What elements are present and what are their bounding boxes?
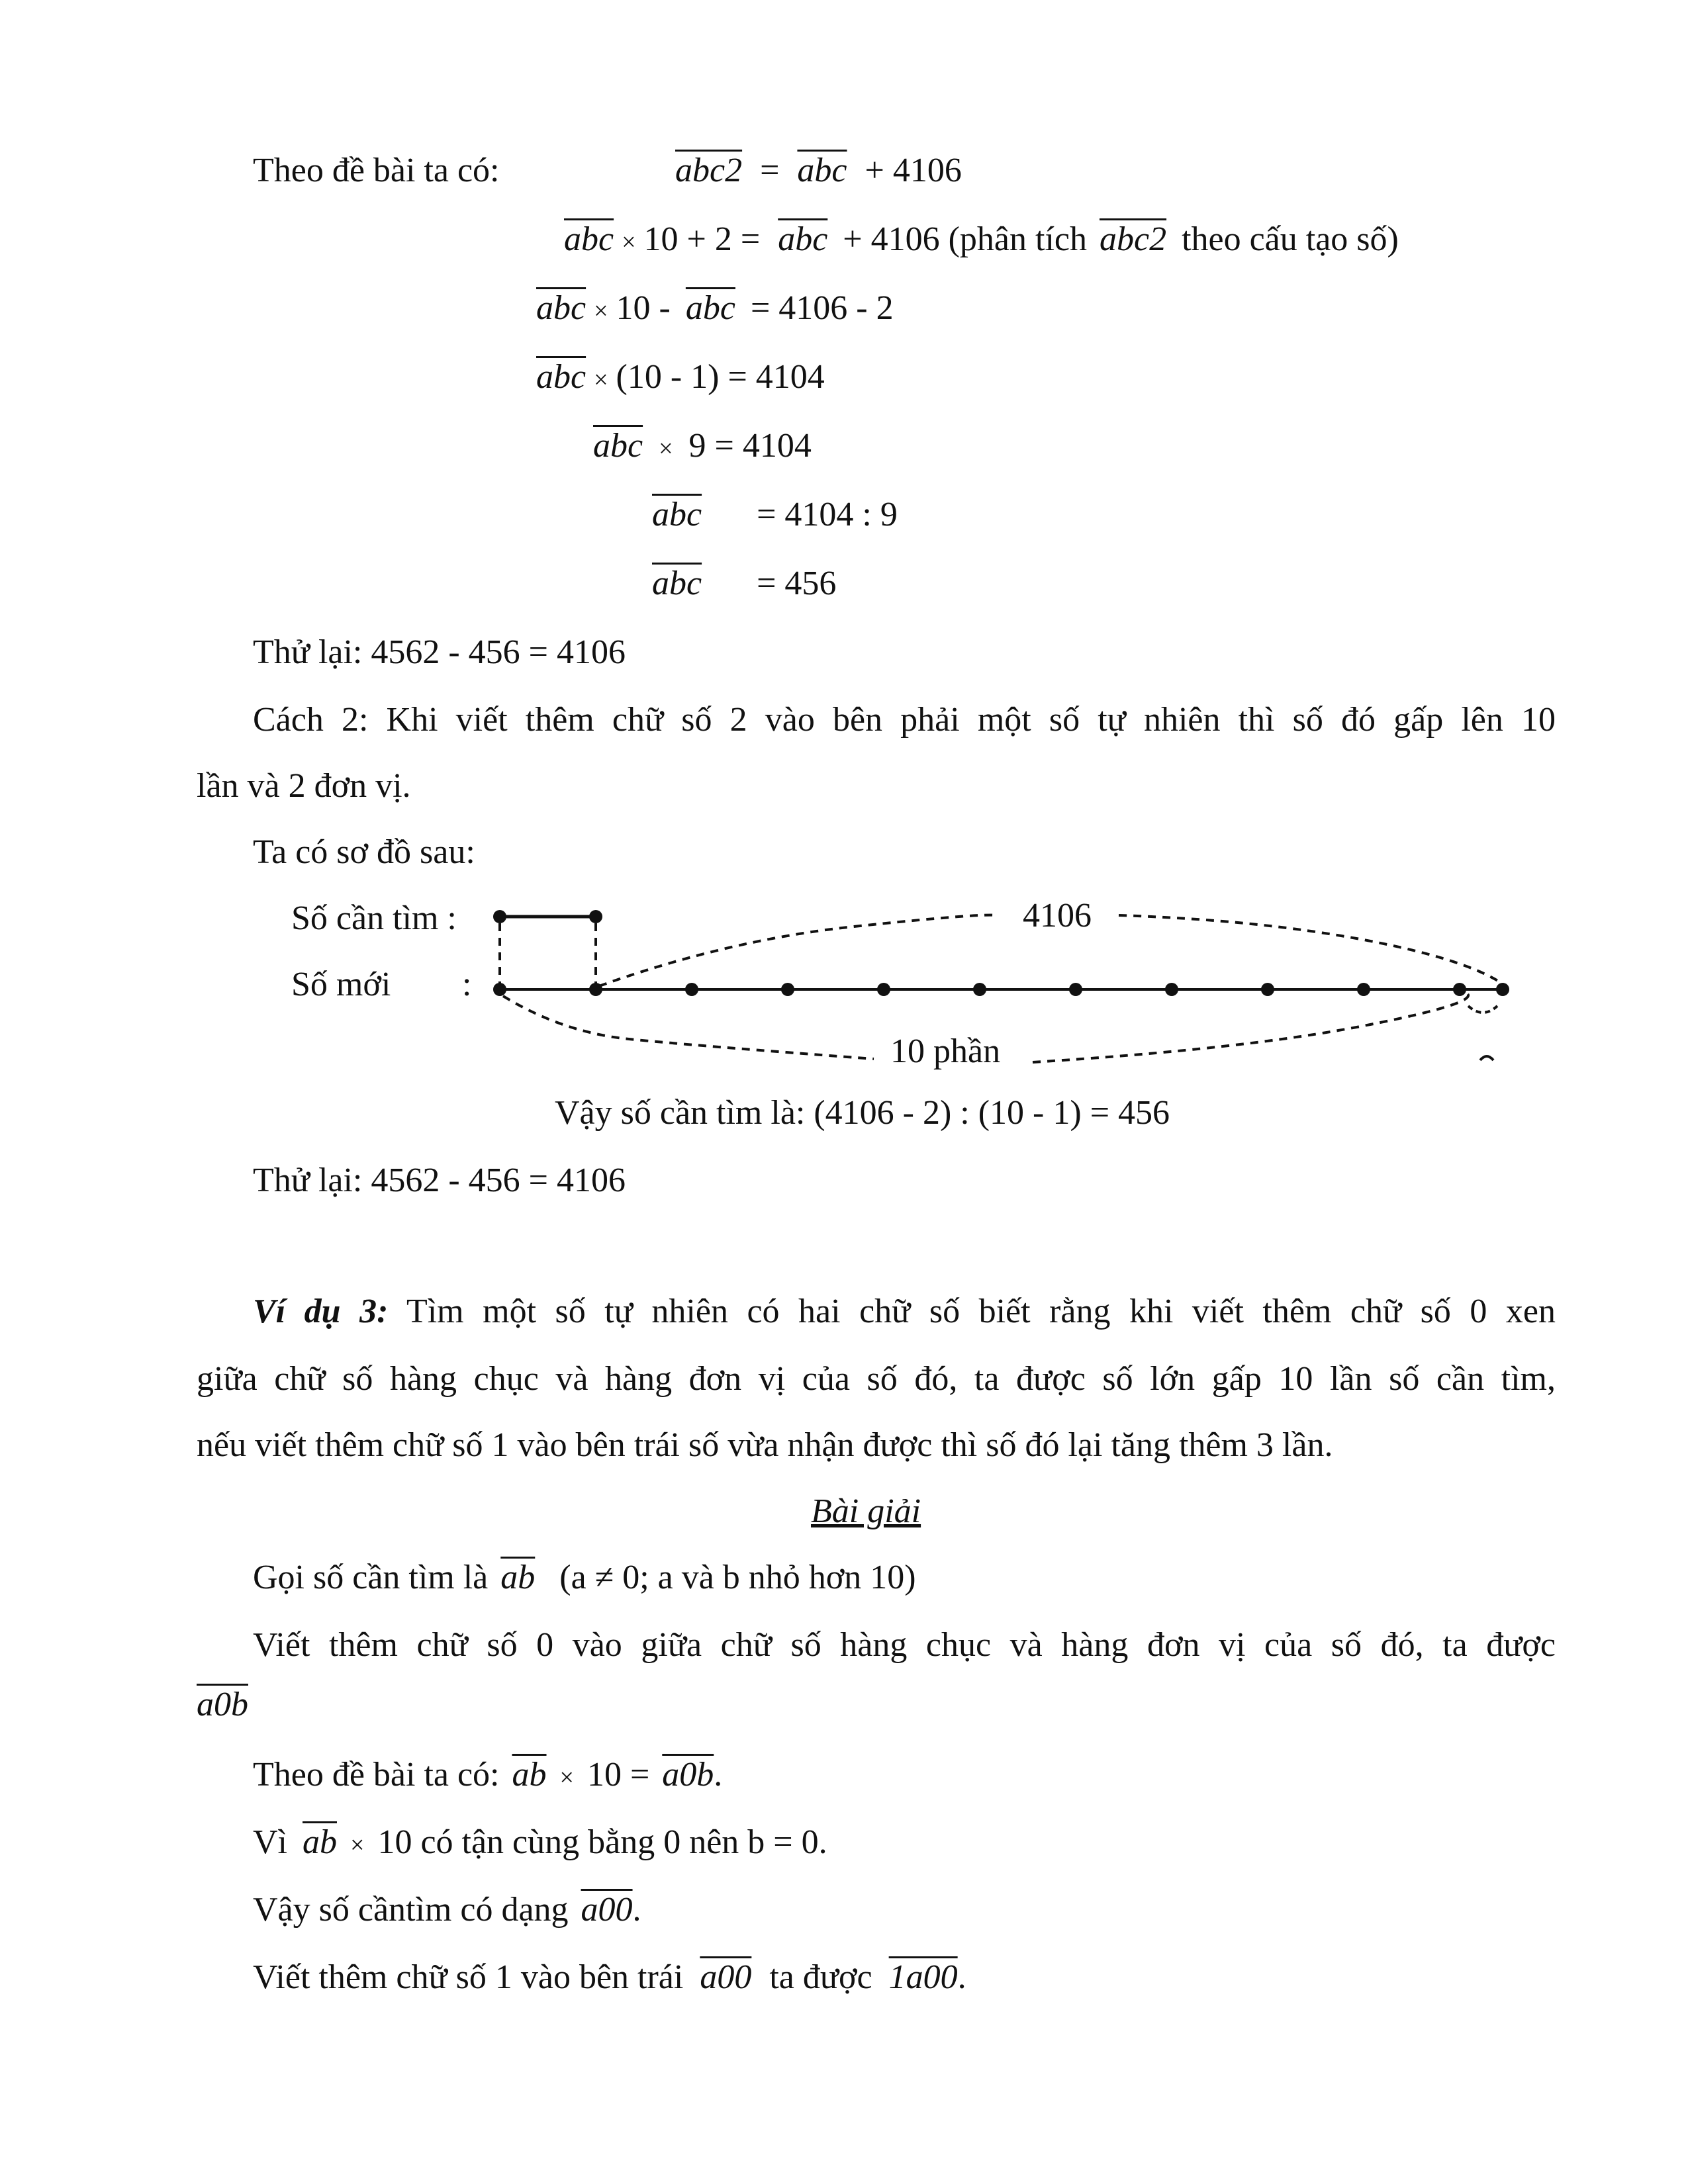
overline-1a00: 1a00 bbox=[888, 1958, 958, 1996]
s1-l4-rest: (10 - 1) = 4104 bbox=[616, 358, 825, 396]
ex3-sol-line-4 bbox=[253, 1821, 827, 1866]
s1-check: Thử lại: 4562 - 456 = 4106 bbox=[253, 633, 626, 671]
ex3-line-1 bbox=[253, 1291, 1556, 1333]
s1-l5-rest: 9 = 4104 bbox=[688, 427, 812, 465]
ex3-l6-mid: ta được bbox=[769, 1958, 872, 1996]
overline-ab: $\overline{ab}$ bbox=[512, 1756, 547, 1794]
s2-paragraph-line-1: Cách 2: Khi viết thêm chữ số 2 vào bên phải một số tự nhiên thì số đó gấp lên 10 bbox=[253, 701, 1556, 739]
diagram-top-brace-right bbox=[1119, 915, 1506, 986]
diagram-dot bbox=[685, 983, 698, 996]
ex3-l4-lead: Vì bbox=[253, 1823, 287, 1861]
overline-abc: $\overline{abc}$ bbox=[536, 358, 586, 396]
s1-line-4 bbox=[536, 356, 825, 401]
period: . bbox=[714, 1756, 723, 1794]
ex3-l4-rest: 10 có tận cùng bằng 0 nên b = 0. bbox=[377, 1823, 827, 1861]
diagram-label-so-can-tim: Số cần tìm : bbox=[291, 899, 457, 937]
overline-abc: $\overline{abc}$ bbox=[685, 289, 735, 327]
ex3-sol-line-5 bbox=[253, 1889, 641, 1931]
ex3-line-3: nếu viết thêm chữ số 1 vào bên trái số vừa nhận được thì số đó lại tăng thêm 3 lần. bbox=[197, 1426, 1333, 1464]
s1-l3-mid: 10 - bbox=[616, 289, 671, 327]
ex3-line-2: giữa chữ số hàng chục và hàng đơn vị của số đó, ta được số lớn gấp 10 lần số cần tìm, bbox=[197, 1360, 1556, 1398]
s2-intro: Ta có sơ đồ sau: bbox=[253, 833, 475, 871]
overline-abc2: abc2 bbox=[675, 152, 743, 189]
diagram-label-colon: : bbox=[462, 966, 472, 1003]
s1-l2-mid: 10 + 2 = bbox=[643, 220, 761, 258]
diagram-top-value: 4106 bbox=[1023, 897, 1092, 934]
diagram-dot bbox=[1357, 983, 1370, 996]
ex3-l1-rest: (a ≠ 0; a và b nhỏ hơn 10) bbox=[559, 1559, 916, 1596]
diagram-bottom-brace-right bbox=[1033, 993, 1468, 1062]
ex3-l6-lead: Viết thêm chữ số 1 vào bên trái bbox=[253, 1958, 684, 1996]
s1-l6-rest: = 4104 : 9 bbox=[757, 496, 898, 533]
diagram-dot bbox=[493, 983, 506, 996]
overline-abc: $\overline{abc}$ bbox=[593, 427, 643, 465]
s1-l2-rest: + 4106 (phân tích bbox=[843, 220, 1087, 258]
overline-abc: $\overline{abc}$ bbox=[536, 289, 586, 327]
diagram-dot bbox=[781, 983, 794, 996]
diagram-small-dot-start bbox=[493, 910, 506, 923]
diagram-small-dot-end bbox=[589, 910, 602, 923]
ex3-sol-line-2b bbox=[197, 1684, 248, 1726]
times-sign: × bbox=[622, 228, 636, 256]
diagram-dot bbox=[973, 983, 986, 996]
overline-abc: $\overline{abc}$ bbox=[778, 220, 828, 258]
s2-result: Vậy số cần tìm là: (4106 - 2) : (10 - 1) = 456 bbox=[555, 1094, 1170, 1132]
diagram-bottom-brace-left bbox=[503, 996, 874, 1059]
diagram-dot-end bbox=[1496, 983, 1509, 996]
overline-abc: $\overline{abc}$ bbox=[797, 152, 847, 189]
s1-line-1-eq bbox=[675, 150, 962, 192]
ex3-sol-line-6 bbox=[253, 1956, 966, 1999]
s1-line-6 bbox=[652, 494, 898, 536]
s1-l1-rest: + 4106 bbox=[865, 152, 962, 189]
s1-l1-lead: Theo đề bài ta có: bbox=[253, 152, 500, 189]
s2-paragraph-line-2: lần và 2 đơn vị. bbox=[197, 767, 411, 805]
diagram-dot bbox=[1165, 983, 1178, 996]
diagram-dot bbox=[589, 983, 602, 996]
ex3-sol-line-2: Viết thêm chữ số 0 vào giữa chữ số hàng chục và hàng đơn vị của số đó, ta được bbox=[253, 1626, 1556, 1664]
s1-line-5 bbox=[593, 425, 812, 470]
overline-a0b: a0b bbox=[662, 1756, 714, 1794]
s1-line-7 bbox=[652, 563, 836, 605]
s2-check: Thử lại: 4562 - 456 = 4106 bbox=[253, 1161, 626, 1199]
ex3-l5-lead: Vậy số cầntìm có dạng bbox=[253, 1891, 569, 1929]
diagram-top-brace-left bbox=[599, 915, 996, 986]
ex3-l3-lead: Theo đề bài ta có: bbox=[253, 1756, 500, 1794]
ex3-title: Bài giải bbox=[811, 1492, 921, 1530]
times-sign: × bbox=[659, 435, 673, 463]
s1-l7-rest: = 456 bbox=[757, 565, 837, 602]
overline-abc: $\overline{abc}$ bbox=[652, 565, 702, 602]
times-sign: × bbox=[350, 1831, 365, 1859]
ex3-label: Ví dụ 3: bbox=[253, 1293, 389, 1330]
s1-l3-rest: = 4106 - 2 bbox=[750, 289, 894, 327]
diagram-dots bbox=[493, 983, 1509, 996]
s1-l2-tail: theo cấu tạo số) bbox=[1182, 220, 1399, 258]
diagram-dot bbox=[1069, 983, 1082, 996]
times-sign: × bbox=[594, 297, 608, 325]
overline-abc2: abc2 bbox=[1099, 220, 1167, 258]
diagram-label-so-moi: Số mới bbox=[291, 966, 391, 1003]
overline-a00: a00 bbox=[700, 1958, 752, 1996]
overline-a0b: a0b bbox=[197, 1686, 248, 1723]
times-sign: × bbox=[559, 1764, 574, 1792]
overline-ab: $\overline{ab}$ bbox=[500, 1559, 536, 1596]
overline-a00: a00 bbox=[581, 1891, 633, 1929]
diagram-dot bbox=[877, 983, 890, 996]
s1-line-1 bbox=[253, 150, 500, 192]
diagram-dot bbox=[1453, 983, 1466, 996]
equals: = bbox=[760, 152, 780, 189]
ex3-l3-mid: 10 = bbox=[586, 1756, 650, 1794]
overline-abc: $\overline{abc}$ bbox=[652, 496, 702, 533]
diagram-small-brace-tip bbox=[1468, 1006, 1497, 1013]
ex3-sol-line-3 bbox=[253, 1754, 722, 1799]
diagram-dot bbox=[1261, 983, 1274, 996]
ex3-sol-line-1 bbox=[253, 1557, 916, 1599]
s1-line-3 bbox=[536, 287, 894, 332]
diagram-bottom-value: 10 phần bbox=[890, 1032, 1001, 1070]
period: . bbox=[632, 1891, 641, 1929]
overline-ab: $\overline{ab}$ bbox=[303, 1823, 337, 1861]
diagram-small-brace-tick bbox=[1480, 1056, 1493, 1060]
times-sign: × bbox=[594, 366, 608, 394]
overline-abc: $\overline{abc}$ bbox=[564, 220, 614, 258]
s1-line-2 bbox=[564, 218, 1399, 263]
ex3-text-1: Tìm một số tự nhiên có hai chữ số biết rằng khi viết thêm chữ số 0 xen bbox=[406, 1293, 1556, 1330]
ex3-l1-lead: Gọi số cần tìm là bbox=[253, 1559, 489, 1596]
period: . bbox=[957, 1958, 966, 1996]
